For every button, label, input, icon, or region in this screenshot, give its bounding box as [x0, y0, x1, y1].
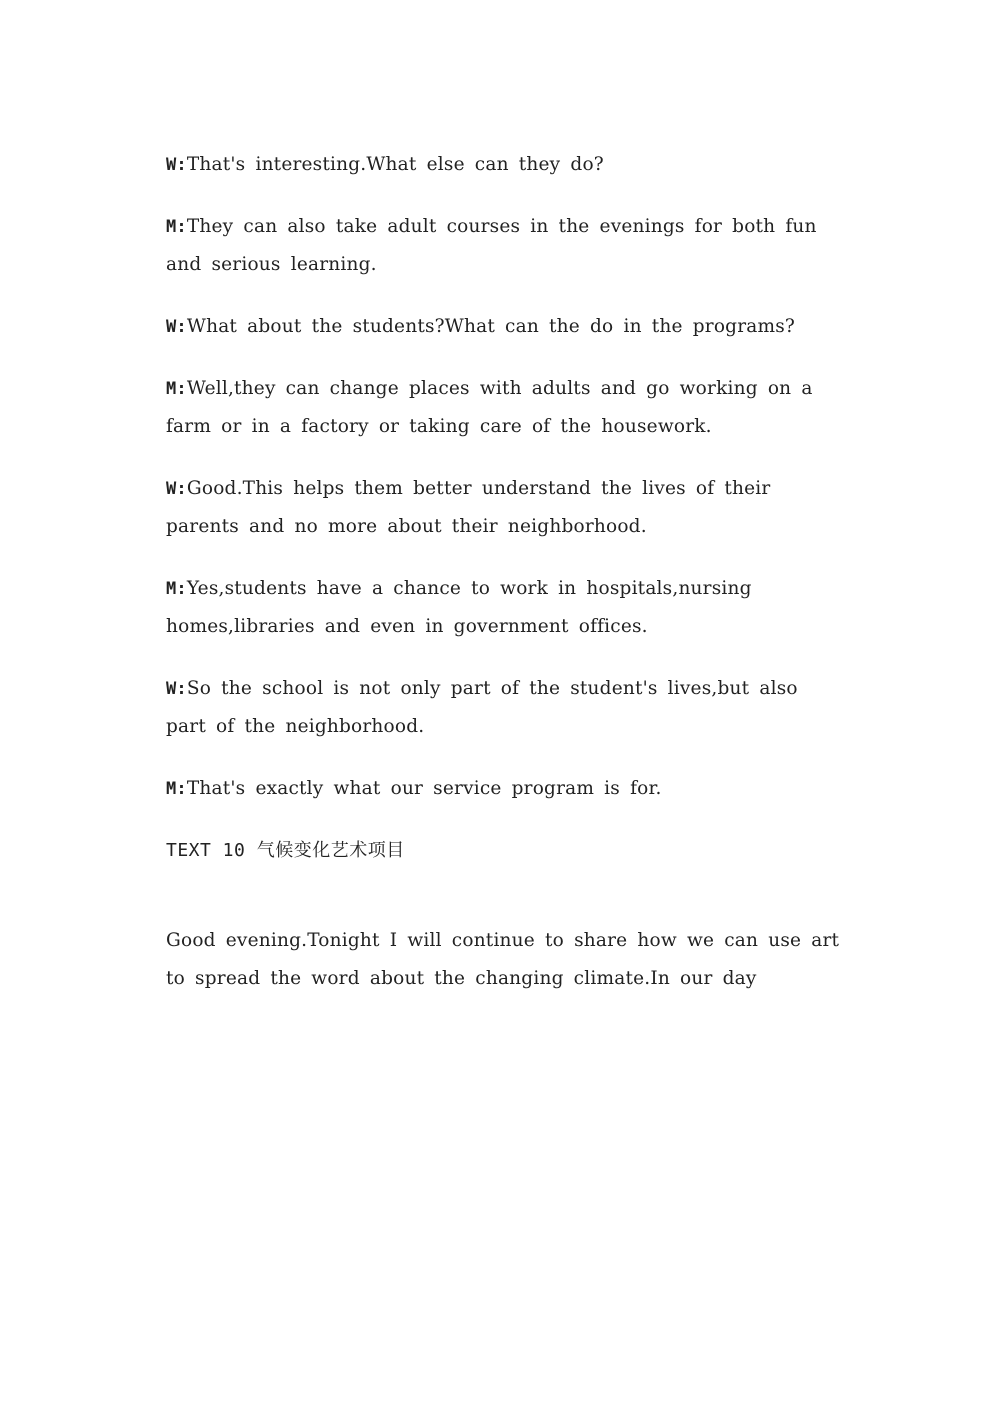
speaker-label: M:: [166, 779, 187, 799]
section-heading: TEXT 10 气候变化艺术项目: [166, 840, 405, 861]
dialogue-line: [166, 470, 846, 546]
speaker-label: W:: [166, 679, 187, 699]
dialogue-line: [166, 570, 846, 646]
speaker-label: M:: [166, 379, 187, 399]
dialogue-line: [166, 770, 846, 808]
line-text: Well,they can change places with adults and go working on a farm or in a factory or taking care of the housework.: [166, 378, 813, 437]
line-text: What about the students?What can the do in the programs?: [186, 316, 796, 337]
line-text: Yes,students have a chance to work in hospitals,nursing homes,libraries and even in government offices.: [166, 578, 752, 637]
line-text: That's interesting.What else can they do?: [186, 154, 604, 175]
line-text: They can also take adult courses in the evenings for both fun and serious learning.: [166, 216, 817, 275]
speaker-label: M:: [166, 579, 187, 599]
dialogue-line: [166, 308, 846, 346]
speaker-label: M:: [166, 217, 187, 237]
line-text: So the school is not only part of the student's lives,but also part of the neighborhood.: [166, 678, 798, 737]
page-content: [166, 146, 846, 1022]
dialogue-line: [166, 670, 846, 746]
dialogue-line: [166, 370, 846, 446]
dialogue-line: [166, 208, 846, 284]
speaker-label: W:: [166, 317, 187, 337]
speaker-label: W:: [166, 155, 187, 175]
section-paragraph: Good evening.Tonight I will continue to share how we can use art to spread the word about the changing climate.In our day: [166, 930, 840, 989]
line-text: That's exactly what our service program is for.: [186, 778, 662, 799]
dialogue-line: [166, 146, 846, 184]
line-text: Good.This helps them better understand the lives of their parents and no more about their neighborhood.: [166, 478, 771, 537]
speaker-label: W:: [166, 479, 187, 499]
